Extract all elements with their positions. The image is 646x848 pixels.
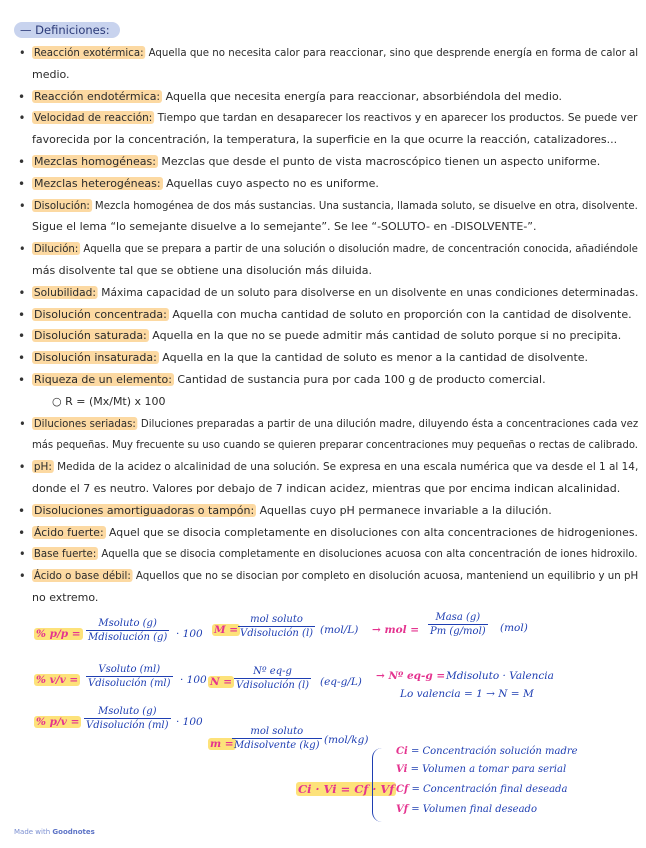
goodnotes-footer: Made with Goodnotes bbox=[14, 828, 95, 836]
definition-continuation: favorecida por la concentración, la temperatura, la superficie en la que ocurre la reacción, catalizadores... bbox=[32, 133, 618, 147]
definition-text: Aquellos que no se disocian por completo en disolución acuosa, manteniend un equilibrio y un pH bbox=[132, 569, 639, 583]
definition-term: Solubilidad: bbox=[33, 285, 96, 299]
definition-continuation: más pequeñas. Muy frecuente su uso cuando se quieren preparar concentraciones muy pequeñas o rectas de calibrado. bbox=[32, 438, 639, 452]
section-title: — Definiciones: bbox=[14, 22, 120, 38]
definition-item bbox=[32, 373, 636, 387]
pp-label: % p/p = bbox=[36, 628, 81, 640]
definition-term: pH: bbox=[33, 460, 52, 474]
definition-item bbox=[32, 504, 636, 518]
legend-cf: Cf = Concentración final deseada bbox=[396, 784, 568, 795]
pv-denominator: Vdisolución (ml) bbox=[86, 720, 169, 731]
definition-term: Disolución concentrada: bbox=[34, 307, 167, 321]
definition-item bbox=[32, 198, 638, 213]
definition-text: Aquella que necesita energía para reaccionar, absorbiéndola del medio. bbox=[162, 89, 562, 103]
definition-continuation: medio. bbox=[32, 67, 70, 81]
moles-denominator: Pm (g/mol) bbox=[430, 626, 486, 637]
molarity-denominator: Vdisolución (l) bbox=[240, 628, 314, 639]
definition-item bbox=[32, 460, 639, 474]
definition-text: Aquella en la que la cantidad de soluto es menor a la cantidad de disolvente. bbox=[158, 351, 589, 365]
definition-text: Tiempo que tardan en desaparecer los reactivos y en aparecer los productos. Se puede ver bbox=[154, 111, 638, 125]
definition-term: Disolución insaturada: bbox=[34, 351, 157, 365]
definition-text: Medida de la acidez o alcalinidad de una solución. Se expresa en una escala numérica que va desde el 1 al 14, bbox=[53, 460, 639, 474]
definition-text: Aquella con mucha cantidad de soluto en proporción con la cantidad de disolvente. bbox=[168, 307, 632, 321]
vv-fraction bbox=[86, 664, 173, 689]
moles-fraction bbox=[428, 612, 488, 637]
definition-text: Aquella que se disocia completamente en disoluciones acuosa con alta concentración de iones hidroxilo. bbox=[98, 547, 638, 561]
definition-continuation: Sigue el lema “lo semejante disuelve a lo semejante”. Se lee “-SOLUTO- en -DISOLVENTE-”. bbox=[32, 220, 537, 234]
molality-label: m = bbox=[210, 738, 234, 750]
definition-text: Mezclas que desde el punto de vista macroscópico tienen un aspecto uniforme. bbox=[157, 155, 601, 168]
moles-unit: (mol) bbox=[500, 622, 528, 634]
definition-item bbox=[32, 416, 639, 431]
definition-term: Reacción endotérmica: bbox=[34, 89, 161, 103]
definition-continuation: donde el 7 es neutro. Valores por debajo de 7 indican acidez, mientras que por encima indican alcalinidad. bbox=[32, 482, 621, 495]
legend-brace bbox=[372, 748, 383, 822]
molality-denominator: Mdisolvente (kg) bbox=[234, 740, 320, 751]
definition-term: Riqueza de un elemento: bbox=[34, 373, 172, 386]
definition-subformula: ○ R = (Mx/Mt) x 100 bbox=[52, 394, 166, 408]
definition-text: Aquellas cuyo aspecto no es uniforme. bbox=[162, 176, 379, 190]
definition-item bbox=[32, 525, 638, 540]
definition-term: Dilución: bbox=[33, 242, 79, 256]
definition-item bbox=[32, 46, 639, 60]
normality-fraction bbox=[234, 666, 311, 691]
definition-item bbox=[32, 329, 636, 343]
molality-fraction bbox=[232, 726, 322, 751]
definition-term: Reacción exotérmica: bbox=[33, 46, 144, 59]
moles-numerator: Masa (g) bbox=[428, 612, 488, 625]
pp-fraction bbox=[86, 618, 169, 643]
definition-text: Aquel que se disocia completamente en disoluciones con alta concentraciones de hidrogeniones. bbox=[105, 525, 638, 539]
vv-numerator: Vsoluto (ml) bbox=[86, 664, 173, 677]
pv-label: % p/v = bbox=[36, 716, 80, 728]
definition-text: Aquellas cuyo pH permanece invariable a la dilución. bbox=[256, 503, 552, 517]
pp-numerator: Msoluto (g) bbox=[86, 618, 169, 631]
definition-text: Aquella en la que no se puede admitir más cantidad de soluto porque si no precipita. bbox=[148, 329, 622, 343]
molarity-label: M = bbox=[214, 624, 239, 636]
pp-factor: · 100 bbox=[176, 628, 203, 640]
definition-text: Aquella que se prepara a partir de una solución o disolución madre, de concentración conocida, añadiéndole bbox=[80, 242, 638, 256]
normality-numerator: Nº eq-g bbox=[234, 666, 311, 679]
definition-term: Disolución saturada: bbox=[34, 329, 147, 343]
definition-term: Ácido fuerte: bbox=[33, 525, 104, 539]
definition-item bbox=[32, 242, 638, 256]
definition-text: Mezcla homogénea de dos más sustancias. Una sustancia, llamada soluto, se disuelve en otra, disolvente. bbox=[91, 198, 638, 212]
molarity-fraction bbox=[238, 614, 315, 639]
molality-numerator: mol soluto bbox=[232, 726, 322, 739]
vv-factor: · 100 bbox=[180, 674, 207, 686]
dilution-equation: Ci · Vi = Cf · Vf bbox=[298, 782, 395, 796]
vv-label: % v/v = bbox=[36, 674, 79, 686]
molarity-unit: (mol/L) bbox=[320, 624, 359, 636]
eqg-value: Mdisoluto · Valencia bbox=[446, 670, 554, 682]
pp-denominator: Mdisolución (g) bbox=[88, 632, 168, 643]
definition-term: Disoluciones amortiguadoras o tampón: bbox=[34, 503, 255, 517]
moles-label: → mol = bbox=[372, 624, 420, 636]
definition-item bbox=[32, 308, 636, 322]
definition-term: Diluciones seriadas: bbox=[33, 416, 136, 430]
definition-item bbox=[32, 351, 636, 365]
normality-label: N = bbox=[210, 676, 233, 688]
definition-term: Disolución: bbox=[33, 198, 90, 212]
definition-item bbox=[32, 155, 636, 169]
legend-vf: Vf = Volumen final deseado bbox=[396, 804, 537, 815]
definition-item bbox=[32, 569, 639, 583]
definition-text: Cantidad de sustancia pura por cada 100 g de producto comercial. bbox=[173, 373, 546, 386]
definition-text: Aquella que no necesita calor para reaccionar, sino que desprende energía en forma de calor al bbox=[145, 46, 639, 59]
definition-text: Máxima capacidad de un soluto para disolverse en un disolvente en unas condiciones determinadas. bbox=[97, 285, 639, 299]
vv-denominator: Vdisolución (ml) bbox=[88, 678, 171, 689]
definition-term: Base fuerte: bbox=[33, 547, 97, 561]
definition-item bbox=[32, 547, 638, 561]
definition-term: Ácido o base débil: bbox=[33, 569, 131, 583]
molarity-numerator: mol soluto bbox=[238, 614, 315, 627]
definition-continuation: no extremo. bbox=[32, 591, 99, 604]
pv-factor: · 100 bbox=[176, 716, 203, 728]
definition-text: Diluciones preparadas a partir de una dilución madre, diluyendo ésta a concentraciones cada vez bbox=[137, 416, 639, 430]
definition-item bbox=[32, 177, 636, 191]
eqg-label: → Nº eq-g = bbox=[376, 670, 446, 682]
normality-denominator: Vdisolución (l) bbox=[236, 680, 310, 691]
valence-note: Lo valencia = 1 → N = M bbox=[400, 688, 534, 700]
molality-unit: (mol/kg) bbox=[324, 734, 369, 746]
pv-numerator: Msoluto (g) bbox=[84, 706, 171, 719]
definition-continuation: más disolvente tal que se obtiene una disolución más diluida. bbox=[32, 264, 373, 277]
definition-item bbox=[32, 111, 638, 125]
pv-fraction bbox=[84, 706, 171, 731]
normality-unit: (eq-g/L) bbox=[320, 676, 362, 688]
definition-term: Velocidad de reacción: bbox=[33, 111, 153, 125]
legend-vi: Vi = Volumen a tomar para serial bbox=[396, 764, 567, 775]
definition-term: Mezclas heterogéneas: bbox=[34, 176, 161, 190]
definition-item bbox=[32, 90, 636, 104]
legend-ci: Ci = Concentración solución madre bbox=[396, 746, 578, 757]
definition-item bbox=[32, 285, 639, 300]
definition-term: Mezclas homogéneas: bbox=[34, 155, 156, 168]
